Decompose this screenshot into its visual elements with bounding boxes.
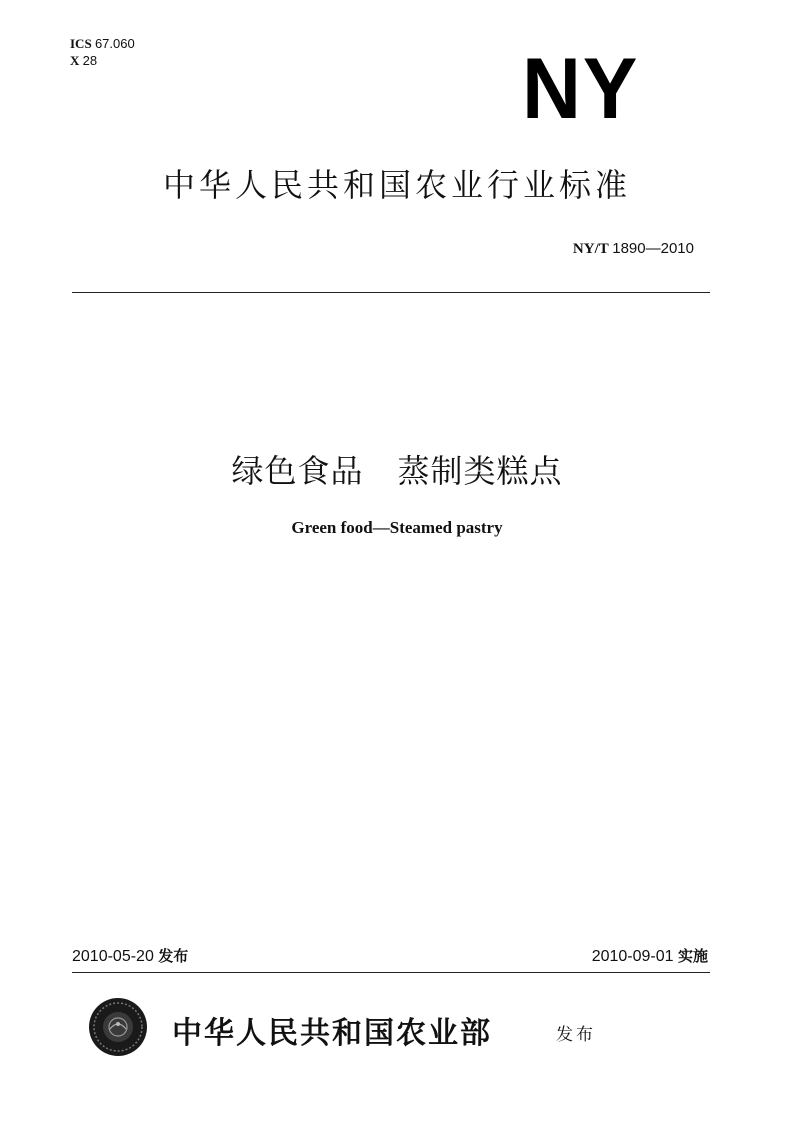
standard-code: 1890—2010 bbox=[612, 240, 694, 257]
document-title-english: Green food—Steamed pastry bbox=[291, 518, 503, 537]
issuing-authority: 中华人民共和国农业部 bbox=[172, 1016, 492, 1051]
ics-line bbox=[70, 35, 135, 52]
issue-date-line bbox=[72, 945, 188, 966]
standard-category-title: 中华人民共和国农业行业标准 bbox=[162, 166, 631, 204]
issue-date-label: 发布 bbox=[158, 947, 189, 965]
class-label: X bbox=[70, 53, 80, 68]
document-title-chinese bbox=[0, 446, 794, 492]
implementation-date-label: 实施 bbox=[677, 947, 708, 965]
implementation-date: 2010-09-01 bbox=[591, 948, 674, 965]
issue-date: 2010-05-20 bbox=[72, 948, 154, 965]
implementation-date-line bbox=[592, 945, 708, 966]
title-part-2: 蒸制类糕点 bbox=[397, 452, 563, 490]
national-emblem-seal-icon bbox=[88, 997, 148, 1057]
standard-prefix: NY/T bbox=[572, 241, 609, 257]
ics-label: ICS bbox=[70, 36, 92, 51]
class-code: 28 bbox=[82, 53, 98, 68]
class-line bbox=[70, 52, 135, 69]
ics-classification bbox=[70, 35, 135, 69]
bottom-divider bbox=[72, 972, 710, 973]
standard-number bbox=[573, 240, 694, 258]
title-part-1: 绿色食品 bbox=[231, 452, 364, 490]
top-divider bbox=[72, 292, 710, 293]
ny-standard-logo: NY bbox=[522, 41, 640, 137]
issuer-action-label: 发布 bbox=[556, 1025, 596, 1045]
ics-code: 67.060 bbox=[94, 36, 135, 51]
